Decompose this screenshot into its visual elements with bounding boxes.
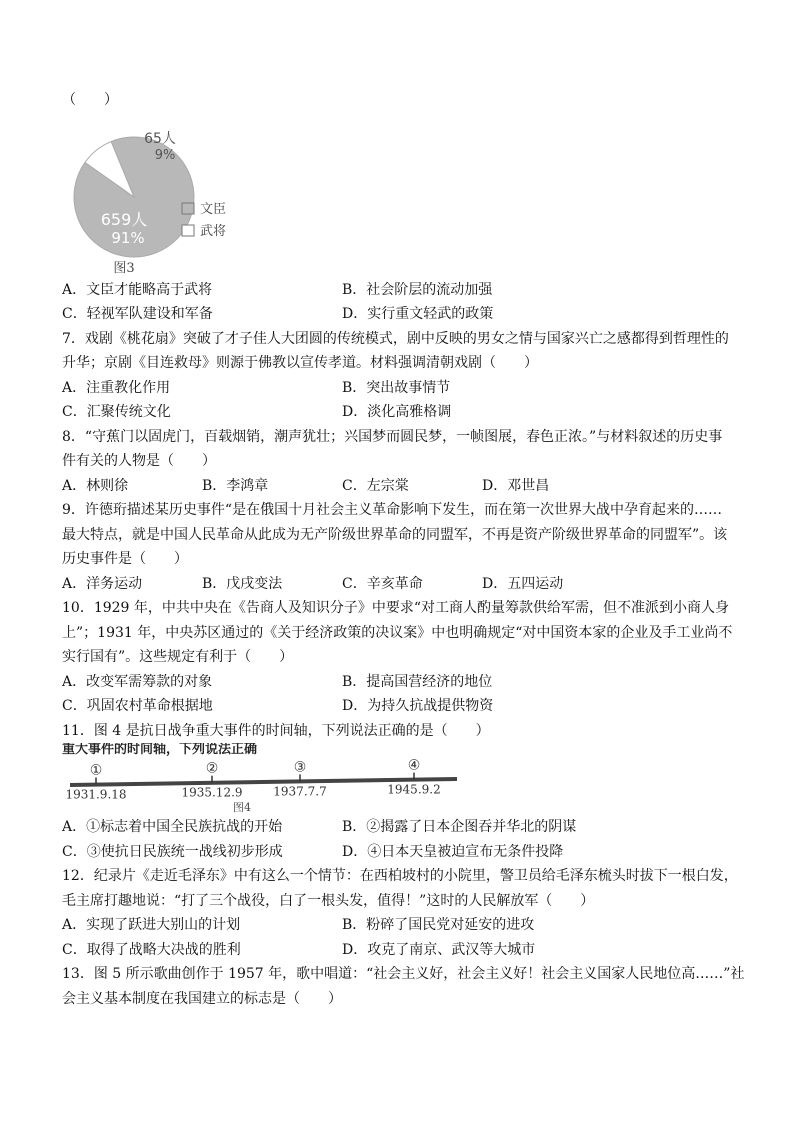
q7-option-d[interactable]: D．淡化高雅格调 — [342, 404, 452, 420]
exam-page — [62, 88, 745, 1011]
timeline-marker-4: ④ — [407, 757, 421, 774]
legend-label-wujiang: 武将 — [200, 223, 227, 239]
pie-label-wenchen-count: 659人 — [100, 209, 148, 229]
q12-stem-line-1: 12．纪录片《走近毛泽东》中有这么一个情节：在西柏坡村的小院里，警卫员给毛泽东梳头时拔下一根白发， — [62, 868, 738, 884]
q10-stem-line-1: 10．1929 年，中共中央在《告商人及知识分子》中要求“对工商人酌量筹款供给军需，但不准派到小商人身 — [62, 600, 730, 616]
q13-stem-line-1: 13．图 5 所示歌曲创作于 1957 年，歌中唱道：“社会主义好，社会主义好！社会主义国家人民地位高……”社 — [62, 966, 745, 982]
q11-option-c[interactable]: C．③使抗日民族统一战线初步形成 — [62, 843, 283, 860]
q9-option-b[interactable]: B．戊戌变法 — [202, 575, 283, 592]
q9-stem-line-2: 最大特点，就是中国人民革命从此成为无产阶级世界革命的同盟军，不再是资产阶级世界革命的同盟军”。该 — [62, 526, 728, 543]
q8-option-b[interactable]: B．李鸿章 — [202, 477, 269, 494]
timeline-marker-2: ② — [205, 760, 219, 777]
q7-options-row-2 — [62, 400, 740, 425]
q6-option-d[interactable]: D．实行重文轻武的政策 — [342, 306, 494, 322]
q10-option-b[interactable]: B．提高国营经济的地位 — [342, 673, 493, 690]
q11-options-row-1 — [62, 815, 740, 840]
q7-stem-line-1: 7．戏剧《桃花扇》突破了才子佳人大团圆的传统模式，剧中反映的男女之情与国家兴亡之感都得到哲理性的 — [62, 330, 729, 347]
q6-options-row-2 — [62, 302, 740, 327]
legend-swatch-wujiang — [182, 225, 194, 236]
q10-options-row-2 — [62, 694, 740, 719]
q9-stem-line-3: 历史事件是（ ） — [62, 551, 188, 567]
timeline-date-2: 1935.12.9 — [181, 785, 243, 800]
q11-option-a[interactable]: A．①标志着中国全民族抗战的开始 — [62, 819, 283, 835]
q6-option-a[interactable]: A．文臣才能略高于武将 — [62, 281, 213, 298]
pie-label-wenchen-pct: 91% — [111, 228, 145, 247]
q13-stem-line-2: 会主义基本制度在我国建立的标志是（ ） — [62, 990, 342, 1007]
q7-option-a[interactable]: A．注重教化作用 — [62, 379, 171, 396]
q6-options-row-1 — [62, 278, 740, 303]
question-answer-paren: （ ） — [62, 92, 118, 108]
q12-options-row-2 — [62, 938, 740, 963]
figure-3-pie — [62, 113, 740, 278]
timeline-date-4: 1945.9.2 — [387, 782, 441, 797]
pie-label-wujiang-pct: 9% — [154, 147, 176, 163]
timeline-marker-1: ① — [89, 762, 103, 779]
q12-option-d[interactable]: D．攻克了南京、武汉等大城市 — [342, 941, 536, 958]
q9-option-d[interactable]: D．五四运动 — [482, 575, 564, 592]
q8-stem-line-2: 件有关的人物是（ ） — [62, 453, 216, 469]
q10-option-a[interactable]: A．改变军需筹款的对象 — [62, 673, 213, 690]
q8-options-row — [62, 474, 740, 499]
q10-options-row-1 — [62, 670, 740, 695]
q12-option-a[interactable]: A．实现了跃进大别山的计划 — [62, 917, 241, 933]
q8-option-a[interactable]: A．林则徐 — [62, 477, 129, 494]
figure-4-caption: 图4 — [233, 801, 251, 813]
q9-stem-line-1: 9．许德珩描述某历史事件“是在俄国十月社会主义革命影响下发生，而在第一次世界大战中孕育起来的…… — [62, 502, 723, 518]
q7-option-b[interactable]: B．突出故事情节 — [342, 379, 451, 396]
q9-option-a[interactable]: A．洋务运动 — [62, 575, 143, 592]
pie-label-wujiang-count: 65人 — [144, 130, 176, 147]
timeline-header: 重大事件的时间轴，下列说法正确 — [62, 743, 258, 757]
q9-options-row — [62, 572, 740, 597]
timeline-date-3: 1937.7.7 — [273, 784, 327, 799]
q11-option-d[interactable]: D．④日本天皇被迫宣布无条件投降 — [342, 843, 564, 860]
q9-option-c[interactable]: C．辛亥革命 — [342, 575, 423, 592]
q8-option-d[interactable]: D．邓世昌 — [482, 477, 550, 494]
legend-swatch-wenchen — [182, 203, 194, 214]
figure-3-caption: 图3 — [113, 260, 135, 275]
q10-stem-line-2: 上”；1931 年，中央苏区通过的《关于经济政策的决议案》中也明确规定“对中国资本家的企业及手工业尚不 — [62, 624, 733, 641]
q11-option-b[interactable]: B．②揭露了日本企图吞并华北的阴谋 — [342, 819, 577, 835]
timeline-graphic — [62, 743, 482, 813]
figure-4-timeline — [62, 743, 740, 811]
q7-options-row-1 — [62, 376, 740, 401]
timeline-marker-3: ③ — [293, 759, 307, 776]
q12-option-b[interactable]: B．粉碎了国民党对延安的进攻 — [342, 917, 535, 933]
pie-chart — [72, 115, 312, 275]
q10-stem-line-3: 实行国有”。这些规定有利于（ ） — [62, 649, 294, 665]
q12-options-row-1 — [62, 913, 740, 938]
q8-option-c[interactable]: C．左宗棠 — [342, 477, 409, 494]
legend-label-wenchen: 文臣 — [200, 201, 227, 217]
q10-option-c[interactable]: C．巩固农村革命根据地 — [62, 698, 213, 714]
q12-stem-line-2: 毛主席打趣地说：“打了三个战役，白了一根头发，值得！”这时的人民解放军（ ） — [62, 892, 595, 909]
q8-stem-line-1: 8．“守蕉门以固虎门，百载烟销，潮声犹壮；兴国梦而圆民梦，一帧图展，春色正浓。”与材料叙述的历史事 — [62, 428, 723, 445]
q11-stem-line-1: 11．图 4 是抗日战争重大事件的时间轴，下列说法正确的是（ ） — [62, 722, 490, 739]
q6-option-b[interactable]: B．社会阶层的流动加强 — [342, 281, 493, 298]
timeline-date-1: 1931.9.18 — [65, 787, 127, 802]
q11-options-row-2 — [62, 840, 740, 865]
q6-option-c[interactable]: C．轻视军队建设和军备 — [62, 306, 213, 322]
q12-option-c[interactable]: C．取得了战略大决战的胜利 — [62, 941, 241, 958]
q7-stem-line-2: 升华；京剧《目连救母》则源于佛教以宣传孝道。材料强调清朝戏剧（ ） — [62, 355, 538, 371]
q10-option-d[interactable]: D．为持久抗战提供物资 — [342, 698, 494, 714]
q7-option-c[interactable]: C．汇聚传统文化 — [62, 404, 171, 420]
